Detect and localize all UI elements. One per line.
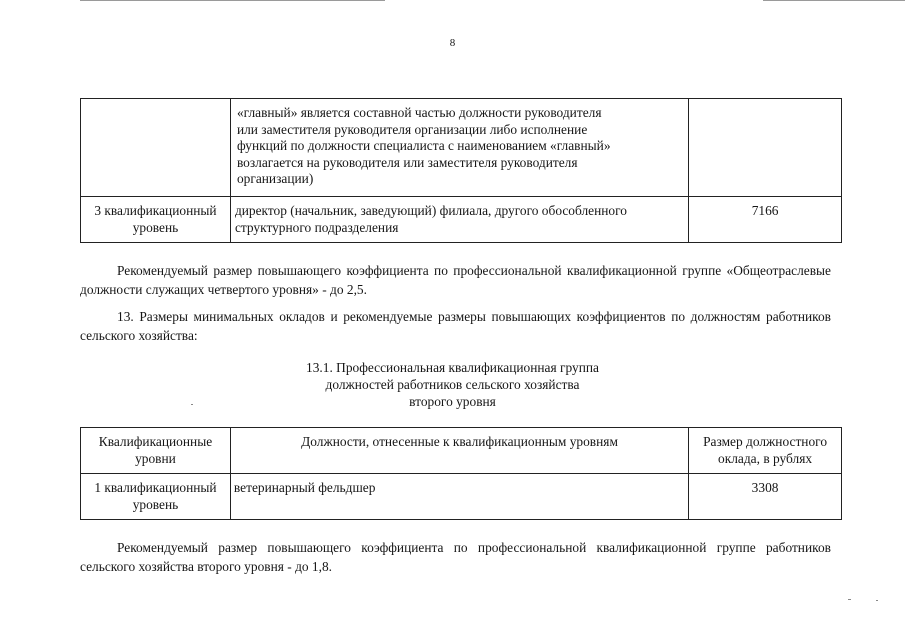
table-cell-salary — [689, 99, 842, 197]
page-number: 8 — [449, 37, 456, 49]
table-cell-salary: 3308 — [689, 474, 842, 520]
table-cell-position: директор (начальник, заведующий) филиала, другого обособленного структурного подразделения — [230, 197, 688, 243]
table-cell-level: 1 квалификационный уровень — [81, 474, 231, 520]
table-cell-position: ветеринарный фельдшер — [230, 474, 688, 520]
paragraph-coefficient-2: Рекомендуемый размер повышающего коэффициента по профессиональной квалификационной группе работников сельского хозяйства второго уровня - до 1,8. — [80, 540, 831, 574]
table-row — [81, 197, 842, 243]
qualification-table-agriculture — [80, 427, 842, 520]
heading-line: второго уровня — [409, 394, 496, 409]
section-heading — [0, 359, 905, 410]
paragraph-section-13: 13. Размеры минимальных окладов и рекомендуемые размеры повышающих коэффициентов по должностям работников сельского хозяйства: — [80, 309, 831, 343]
paragraph-coefficient-1: Рекомендуемый размер повышающего коэффициента по профессиональной квалификационной группе «Общеотраслевые должности служащих четвертого уровня» - до 2,5. — [80, 263, 831, 297]
cell-text-line: «главный» является составной частью должности руководителя — [236, 105, 602, 120]
top-border-line-right — [763, 0, 905, 1]
qualification-table-continued — [80, 98, 842, 243]
scan-speck — [876, 600, 878, 601]
table-header-row — [81, 428, 842, 474]
heading-line: должностей работников сельского хозяйства — [325, 377, 580, 392]
scan-speck — [191, 404, 193, 405]
scan-speck — [848, 599, 851, 600]
table-row — [81, 474, 842, 520]
column-header-levels: Квалификационные уровни — [81, 428, 231, 474]
cell-text-line: функций по должности специалиста с наименованием «главный» — [236, 138, 611, 153]
column-header-positions: Должности, отнесенные к квалификационным уровням — [230, 428, 688, 474]
cell-text-line: организации) — [236, 171, 314, 186]
table-cell-salary: 7166 — [689, 197, 842, 243]
column-header-salary: Размер должностного оклада, в рублях — [689, 428, 842, 474]
cell-text-line: возлагается на руководителя или заместителя руководителя — [236, 154, 578, 170]
table-row — [81, 99, 842, 197]
cell-text-line: или заместителя руководителя организации либо исполнение — [236, 121, 588, 137]
table-cell-position — [230, 99, 688, 197]
table-cell-level — [81, 99, 231, 197]
heading-line: 13.1. Профессиональная квалификационная группа — [306, 360, 599, 375]
table-cell-level: 3 квалификационный уровень — [81, 197, 231, 243]
top-border-line — [80, 0, 385, 1]
